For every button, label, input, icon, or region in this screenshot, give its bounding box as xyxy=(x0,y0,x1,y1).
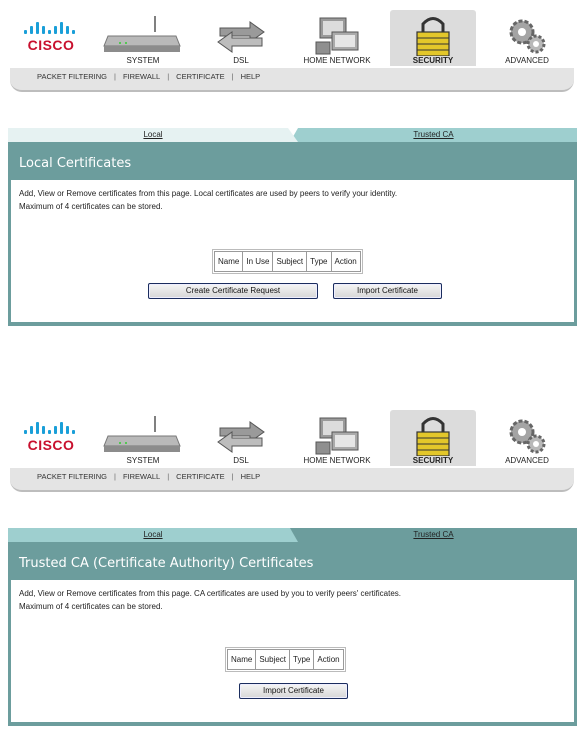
nav-tab-advanced[interactable] xyxy=(484,410,570,466)
top-header xyxy=(0,400,585,500)
subnav-certificate[interactable]: CERTIFICATE xyxy=(176,72,225,81)
certificates-table xyxy=(212,249,363,274)
tab-label: Local xyxy=(143,130,163,139)
description-line: Maximum of 4 certificates can be stored. xyxy=(19,602,163,611)
cisco-logo[interactable] xyxy=(22,22,80,52)
arrows-icon xyxy=(198,412,284,456)
nav-tab-dsl[interactable] xyxy=(198,10,284,66)
tab-trusted-ca[interactable] xyxy=(290,128,577,142)
subnav-help[interactable]: HELP xyxy=(240,472,261,481)
cisco-bars-icon xyxy=(24,22,80,34)
create-certificate-request-button[interactable]: Create Certificate Request xyxy=(148,283,318,299)
description-line: Maximum of 4 certificates can be stored. xyxy=(19,202,163,211)
nav-tab-security[interactable] xyxy=(390,10,476,66)
subnav-packet-filtering[interactable]: PACKET FILTERING xyxy=(37,472,108,481)
nav-tab-home-network[interactable] xyxy=(294,410,380,466)
panel-body xyxy=(8,142,577,326)
computers-icon xyxy=(294,12,380,56)
nav-tab-security[interactable] xyxy=(390,410,476,466)
tab-label: Local xyxy=(143,530,163,539)
nav-tab-dsl[interactable] xyxy=(198,410,284,466)
nav-tab-home-network[interactable] xyxy=(294,10,380,66)
nav-tab-label: DSL xyxy=(233,456,249,465)
tab-label: Trusted CA xyxy=(413,130,454,139)
sub-navigation-bar: PACKET FILTERING | FIREWALL | CERTIFICATE | HELP xyxy=(10,468,574,492)
column-header: In Use xyxy=(243,252,273,272)
tab-trusted-ca[interactable] xyxy=(290,528,577,542)
panel-content xyxy=(11,580,574,722)
page-description xyxy=(19,587,559,613)
nav-tab-advanced[interactable] xyxy=(484,10,570,66)
import-certificate-button[interactable]: Import Certificate xyxy=(239,683,348,699)
arrows-icon xyxy=(198,12,284,56)
nav-tab-label: SECURITY xyxy=(412,456,454,465)
router-icon xyxy=(100,412,186,456)
cisco-logo[interactable] xyxy=(22,422,80,452)
certificate-tabs xyxy=(8,128,577,142)
page-title: Trusted CA (Certificate Authority) Certificates xyxy=(19,556,314,571)
tab-local[interactable] xyxy=(8,528,298,542)
local-certificates-panel xyxy=(8,128,577,326)
tab-local[interactable] xyxy=(8,128,298,142)
sub-navigation-bar: PACKET FILTERING | FIREWALL | CERTIFICATE | HELP xyxy=(10,68,574,92)
page-description xyxy=(19,187,559,213)
column-header: Name xyxy=(215,252,243,272)
column-header: Name xyxy=(228,650,256,670)
cisco-wordmark: CISCO xyxy=(27,437,75,453)
column-header: Subject xyxy=(273,252,307,272)
subnav-firewall[interactable]: FIREWALL xyxy=(122,472,161,481)
subnav-help[interactable]: HELP xyxy=(240,72,261,81)
nav-tab-label: DSL xyxy=(233,56,249,65)
nav-tab-label: HOME NETWORK xyxy=(303,456,371,465)
panel-body xyxy=(8,542,577,726)
tab-label: Trusted CA xyxy=(413,530,454,539)
computers-icon xyxy=(294,412,380,456)
gears-icon xyxy=(484,12,570,56)
column-header: Type xyxy=(290,650,314,670)
nav-tab-label: HOME NETWORK xyxy=(303,56,371,65)
description-line: Add, View or Remove certificates from this page. Local certificates are used by peers to verify your identity. xyxy=(19,189,398,198)
certificates-table xyxy=(225,647,346,672)
nav-tab-system[interactable] xyxy=(100,410,186,466)
nav-tab-label: SYSTEM xyxy=(126,456,160,465)
padlock-icon xyxy=(390,12,476,56)
column-header: Action xyxy=(331,252,360,272)
padlock-icon xyxy=(390,412,476,456)
nav-tab-label: ADVANCED xyxy=(505,56,549,65)
nav-tab-label: ADVANCED xyxy=(505,456,549,465)
router-icon xyxy=(100,12,186,56)
cisco-bars-icon xyxy=(24,422,80,434)
import-certificate-button[interactable]: Import Certificate xyxy=(333,283,442,299)
nav-tab-label: SECURITY xyxy=(412,56,454,65)
subnav-firewall[interactable]: FIREWALL xyxy=(122,72,161,81)
trusted-ca-panel xyxy=(8,528,577,726)
column-header: Action xyxy=(314,650,343,670)
column-header: Type xyxy=(307,252,331,272)
certificate-tabs xyxy=(8,528,577,542)
column-header: Subject xyxy=(256,650,290,670)
description-line: Add, View or Remove certificates from this page. CA certificates are used by you to verify peers' certificates. xyxy=(19,589,401,598)
subnav-certificate[interactable]: CERTIFICATE xyxy=(176,472,225,481)
top-header xyxy=(0,0,585,100)
gears-icon xyxy=(484,412,570,456)
nav-tab-system[interactable] xyxy=(100,10,186,66)
subnav-packet-filtering[interactable]: PACKET FILTERING xyxy=(37,72,108,81)
cisco-wordmark: CISCO xyxy=(27,37,75,53)
nav-tab-label: SYSTEM xyxy=(126,56,160,65)
page-title: Local Certificates xyxy=(19,156,132,171)
panel-content xyxy=(11,180,574,322)
